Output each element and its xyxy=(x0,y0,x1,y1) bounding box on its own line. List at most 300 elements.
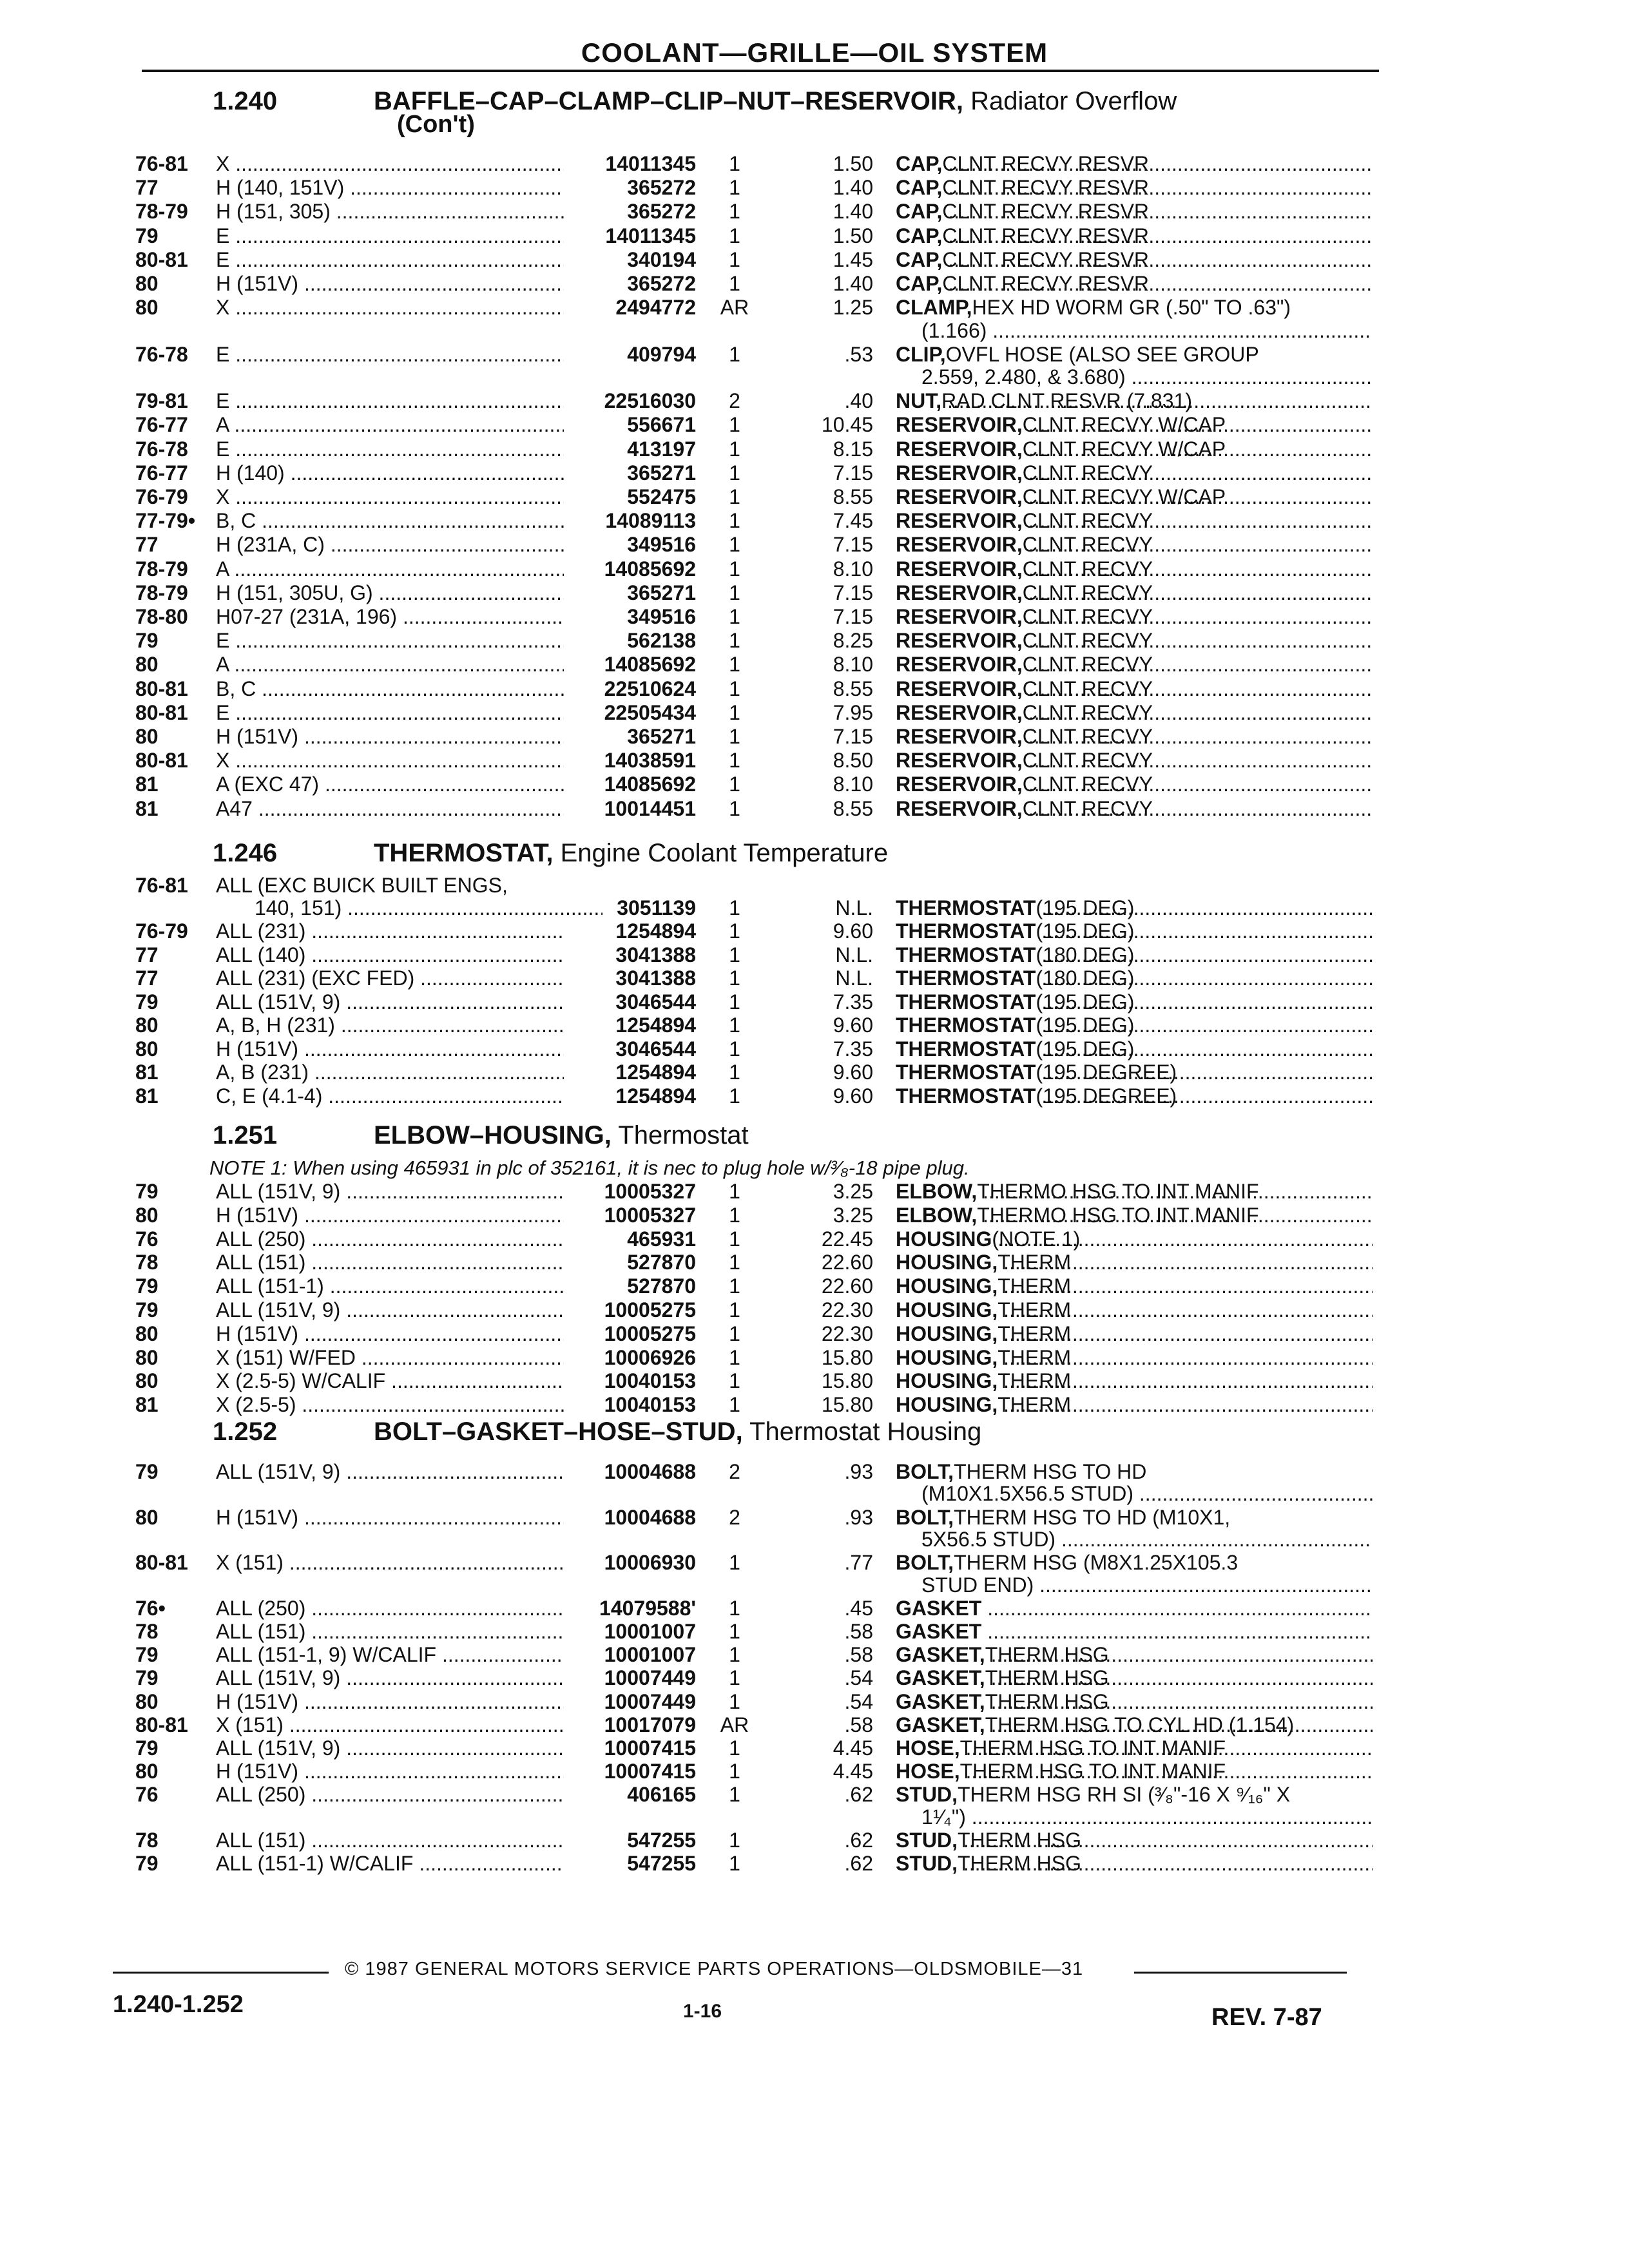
description xyxy=(896,532,1373,557)
description-keyword: CAP, xyxy=(896,176,943,200)
application: A ..... xyxy=(216,412,564,437)
table-row xyxy=(0,532,1629,557)
description-text: CLNT RECVY RESVR xyxy=(942,247,1150,271)
description-text: THERM xyxy=(998,1369,1071,1393)
price: .53 xyxy=(844,342,873,366)
description xyxy=(896,628,1373,653)
part-number: 365271 xyxy=(627,461,696,485)
description-keyword: RESERVOIR, xyxy=(896,653,1023,677)
description-keyword: CLAMP, xyxy=(896,296,972,320)
quantity: 1 xyxy=(729,629,740,653)
price: 7.45 xyxy=(833,509,873,533)
part-number: 3046544 xyxy=(615,990,696,1014)
table-row-continuation xyxy=(0,896,1629,920)
application: X (2.5-5) W/CALIF ..... xyxy=(216,1369,564,1393)
quantity: 1 xyxy=(729,1393,740,1417)
application: H (231A, C) ..... xyxy=(216,532,564,557)
table-row-continuation xyxy=(0,1527,1629,1552)
model-years: 79-81 xyxy=(135,389,188,413)
description xyxy=(896,1274,1373,1298)
application: H (151V) ..... xyxy=(216,1203,564,1227)
quantity: 1 xyxy=(729,224,740,247)
table-row-continuation xyxy=(0,1481,1629,1506)
description xyxy=(896,700,1373,725)
footer-section-range: 1.240-1.252 xyxy=(113,1991,244,2018)
application: E ..... xyxy=(216,247,564,272)
application: X ..... xyxy=(216,151,564,176)
quantity: 1 xyxy=(729,1014,740,1037)
description-text: THERM HSG xyxy=(985,1643,1109,1667)
quantity: 1 xyxy=(729,1369,740,1393)
description xyxy=(896,247,1373,272)
application: ALL (151) ..... xyxy=(216,1619,564,1644)
description xyxy=(896,1392,1373,1417)
footer-copyright: © 1987 GENERAL MOTORS SERVICE PARTS OPERATIONS—OLDSMOBILE—31 xyxy=(345,1959,1084,1979)
application: ALL (151-1, 9) W/CALIF ..... xyxy=(216,1642,564,1667)
model-years: 80 xyxy=(135,1505,159,1529)
table-row xyxy=(0,1392,1629,1417)
description xyxy=(896,966,1373,990)
table-row xyxy=(0,943,1629,967)
price: 8.10 xyxy=(833,653,873,677)
model-years: 79 xyxy=(135,1666,159,1690)
model-years: 80 xyxy=(135,1014,159,1037)
description-text: (NOTE 1) xyxy=(992,1227,1081,1251)
description xyxy=(896,224,1373,248)
description xyxy=(896,1298,1373,1322)
price: 8.55 xyxy=(833,677,873,700)
description-text: THERM xyxy=(998,1298,1071,1321)
table-row xyxy=(0,1851,1629,1876)
quantity: 1 xyxy=(729,1084,740,1108)
price: 7.15 xyxy=(833,581,873,604)
description xyxy=(896,1321,1373,1346)
application: B, C ..... xyxy=(216,677,564,701)
part-number: 465931 xyxy=(627,1227,696,1251)
model-years: 76 xyxy=(135,1783,159,1807)
model-years: 77-79• xyxy=(135,509,196,533)
description-text: THERM xyxy=(998,1274,1071,1298)
description xyxy=(896,1369,1373,1393)
part-number: 10005327 xyxy=(604,1180,696,1203)
quantity: 1 xyxy=(729,1274,740,1298)
price: 1.50 xyxy=(833,152,873,175)
application: ALL (250) ..... xyxy=(216,1227,564,1251)
part-number: 14038591 xyxy=(604,749,696,773)
model-years: 78-79 xyxy=(135,200,188,224)
part-number: 1254894 xyxy=(615,1084,696,1108)
application: H (151V) ..... xyxy=(216,1505,564,1530)
table-row xyxy=(0,772,1629,796)
table-row xyxy=(0,677,1629,701)
part-number: 10006930 xyxy=(604,1551,696,1575)
description xyxy=(896,1227,1373,1251)
application: ALL (151V, 9) ..... xyxy=(216,1459,564,1484)
application: E ..... xyxy=(216,342,564,367)
table-row xyxy=(0,247,1629,272)
description-keyword: HOUSING, xyxy=(896,1251,998,1274)
page-title: COOLANT—GRILLE—OIL SYSTEM xyxy=(581,37,1048,68)
footer-rule-left xyxy=(113,1972,329,1974)
section-title xyxy=(374,1418,981,1446)
description xyxy=(896,485,1373,509)
model-years: 79 xyxy=(135,1643,159,1667)
application: ALL (231) (EXC FED) ..... xyxy=(216,966,564,990)
description-keyword: RESERVOIR, xyxy=(896,749,1023,773)
description-text: CLNT RECVY W/CAP xyxy=(1022,437,1226,461)
part-number: 547255 xyxy=(627,1852,696,1876)
section-title-rest: Radiator Overflow xyxy=(963,87,1177,115)
price: 22.60 xyxy=(821,1251,873,1274)
description-text: CLNT RECVY RESVR xyxy=(942,224,1150,247)
description-keyword: GASKET, xyxy=(896,1713,985,1736)
part-number: 10004688 xyxy=(604,1460,696,1483)
table-row xyxy=(0,700,1629,725)
part-number: 3051139 xyxy=(617,896,696,919)
description-keyword: HOUSING xyxy=(896,1227,992,1251)
application: H (151, 305U, G) ..... xyxy=(216,581,564,605)
description-text: CLNT RECVY xyxy=(1022,461,1153,485)
description-text: THERM HSG TO HD xyxy=(954,1460,1147,1483)
model-years: 78 xyxy=(135,1251,159,1274)
description xyxy=(896,557,1373,581)
section-number: 1.246 xyxy=(213,839,278,867)
price: .54 xyxy=(844,1666,873,1690)
price: .54 xyxy=(844,1689,873,1713)
model-years: 76-81 xyxy=(135,874,188,897)
description-text: THERM HSG TO CYL HD (1.154) xyxy=(985,1713,1295,1736)
table-row xyxy=(0,1782,1629,1807)
model-years: 77 xyxy=(135,176,159,200)
description-text: (195 DEGREE) xyxy=(1036,1084,1177,1108)
description-keyword: THERMOSTAT xyxy=(896,919,1036,943)
table-row xyxy=(0,652,1629,677)
application: ALL (151-1) ..... xyxy=(216,1274,564,1298)
description-keyword: BOLT, xyxy=(896,1551,954,1575)
description-text: THERM HSG TO HD (M10X1, xyxy=(954,1505,1231,1529)
description xyxy=(896,896,1373,920)
description-keyword: RESERVOIR, xyxy=(896,581,1023,604)
part-number: 552475 xyxy=(627,485,696,509)
description-keyword: RESERVOIR, xyxy=(896,533,1023,557)
part-number: 10017079 xyxy=(604,1713,696,1736)
quantity: AR xyxy=(720,296,749,320)
description xyxy=(896,1060,1373,1084)
part-number: 10001007 xyxy=(604,1619,696,1643)
description-text: THERMO HSG TO INT MANIF xyxy=(977,1203,1259,1227)
description-text: CLNT RECVY xyxy=(1022,796,1153,820)
description-keyword: GASKET, xyxy=(896,1666,985,1690)
application: ALL (151V, 9) ..... xyxy=(216,1736,564,1760)
description-text: CLNT RECVY xyxy=(1022,700,1153,724)
model-years: 78 xyxy=(135,1619,159,1643)
part-number: 10006926 xyxy=(604,1345,696,1369)
description-keyword: CLIP, xyxy=(896,342,946,366)
quantity: 1 xyxy=(729,749,740,773)
description xyxy=(896,724,1373,749)
description xyxy=(896,1619,1373,1644)
table-row xyxy=(0,437,1629,461)
table-row xyxy=(0,461,1629,485)
table-row xyxy=(0,1759,1629,1783)
application: X (151) ..... xyxy=(216,1550,564,1575)
part-number: 349516 xyxy=(627,533,696,557)
model-years: 81 xyxy=(135,1061,159,1084)
model-years: 79 xyxy=(135,990,159,1014)
part-number: 409794 xyxy=(627,342,696,366)
application: H (151V) ..... xyxy=(216,724,564,749)
quantity: 1 xyxy=(729,1619,740,1643)
table-row xyxy=(0,508,1629,533)
section-title xyxy=(374,1121,749,1150)
quantity: 1 xyxy=(729,773,740,796)
price: 8.55 xyxy=(833,796,873,820)
model-years: 76-77 xyxy=(135,461,188,485)
application: ALL (151) ..... xyxy=(216,1828,564,1852)
model-years: 80-81 xyxy=(135,700,188,724)
description-text: (195 DEG) xyxy=(1036,1014,1135,1037)
description xyxy=(896,1736,1373,1760)
price: 9.60 xyxy=(833,1061,873,1084)
description-text: (195 DEG) xyxy=(1036,1037,1135,1061)
description-keyword: HOSE, xyxy=(896,1760,960,1783)
model-years: 78 xyxy=(135,1828,159,1852)
table-row xyxy=(0,557,1629,581)
section-title-rest: Engine Coolant Temperature xyxy=(553,839,889,867)
model-years: 81 xyxy=(135,1393,159,1417)
description-text: CLNT RECVY xyxy=(1022,773,1153,796)
quantity: 1 xyxy=(729,1061,740,1084)
footer-revision: REV. 7-87 xyxy=(1211,2004,1322,2031)
application: H (151V) ..... xyxy=(216,1759,564,1783)
table-row xyxy=(0,1274,1629,1298)
part-number: 10004688 xyxy=(604,1505,696,1529)
section-title-rest: Thermostat Housing xyxy=(742,1418,982,1446)
part-number: 10001007 xyxy=(604,1643,696,1667)
description-keyword: HOSE, xyxy=(896,1736,960,1760)
quantity: 1 xyxy=(729,1828,740,1852)
price: .62 xyxy=(844,1852,873,1876)
description xyxy=(896,295,1373,320)
price: 9.60 xyxy=(833,1014,873,1037)
description-keyword: CAP, xyxy=(896,152,943,175)
application: E ..... xyxy=(216,628,564,653)
price: N.L. xyxy=(835,966,873,990)
part-number: 10005275 xyxy=(604,1298,696,1321)
price: 3.25 xyxy=(833,1180,873,1203)
model-years: 80 xyxy=(135,1760,159,1783)
application: A ..... xyxy=(216,652,564,677)
description-text: (195 DEG) xyxy=(1036,990,1135,1014)
description-keyword: GASKET xyxy=(896,1596,982,1620)
quantity: 1 xyxy=(729,677,740,700)
section-number: 1.252 xyxy=(213,1418,278,1446)
application: ALL (231) ..... xyxy=(216,919,564,943)
price: 1.40 xyxy=(833,200,873,224)
model-years: 81 xyxy=(135,1084,159,1108)
title-rule xyxy=(142,70,1379,72)
price: 7.35 xyxy=(833,1037,873,1061)
quantity: 1 xyxy=(729,1227,740,1251)
application: C, E (4.1-4) ..... xyxy=(216,1084,564,1108)
description-text: (195 DEG) xyxy=(1036,919,1135,943)
table-row xyxy=(0,295,1629,320)
table-row xyxy=(0,1321,1629,1346)
table-row xyxy=(0,581,1629,605)
description xyxy=(896,1759,1373,1783)
price: 7.15 xyxy=(833,605,873,629)
model-years: 80-81 xyxy=(135,1551,188,1575)
description-keyword: HOUSING, xyxy=(896,1393,998,1417)
model-years: 81 xyxy=(135,773,159,796)
price: 8.10 xyxy=(833,773,873,796)
description xyxy=(896,581,1373,605)
price: .93 xyxy=(844,1505,873,1529)
description-keyword: THERMOSTAT xyxy=(896,990,1036,1014)
section-title-bold: ELBOW–HOUSING, xyxy=(374,1121,612,1149)
application: H (151V) ..... xyxy=(216,1321,564,1346)
table-row xyxy=(0,1666,1629,1690)
application: H (140) ..... xyxy=(216,461,564,485)
part-number: 562138 xyxy=(627,629,696,653)
description-keyword: BOLT, xyxy=(896,1505,954,1529)
application: ALL (151) ..... xyxy=(216,1250,564,1274)
model-years: 78-79 xyxy=(135,557,188,581)
model-years: 80 xyxy=(135,1321,159,1345)
model-years: 80-81 xyxy=(135,677,188,700)
quantity: 1 xyxy=(729,413,740,437)
description xyxy=(896,943,1373,967)
model-years: 79 xyxy=(135,1852,159,1876)
table-row xyxy=(0,748,1629,773)
description xyxy=(896,677,1373,701)
model-years: 79 xyxy=(135,1736,159,1760)
description xyxy=(896,342,1373,367)
description-text: CLNT RECVY xyxy=(1022,653,1153,677)
table-row xyxy=(0,342,1629,367)
description xyxy=(896,919,1373,943)
application: E ..... xyxy=(216,700,564,725)
application: H (151V) ..... xyxy=(216,1689,564,1714)
quantity: 1 xyxy=(729,557,740,581)
description xyxy=(896,1250,1373,1274)
description-text: CLNT RECVY xyxy=(1022,605,1153,629)
model-years: 77 xyxy=(135,966,159,990)
part-number: 10005275 xyxy=(604,1321,696,1345)
quantity: 1 xyxy=(729,437,740,461)
description xyxy=(896,796,1373,821)
price: 10.45 xyxy=(821,413,873,437)
part-number: 22510624 xyxy=(604,677,696,700)
model-years: 80 xyxy=(135,1203,159,1227)
description-text: CLNT RECVY xyxy=(1022,725,1153,749)
model-years: 80 xyxy=(135,1345,159,1369)
table-row xyxy=(0,1736,1629,1760)
description-text: CLNT RECVY RESVR xyxy=(942,200,1150,224)
table-row xyxy=(0,1596,1629,1620)
application: H (151V) ..... xyxy=(216,1037,564,1061)
application: ALL (151V, 9) ..... xyxy=(216,1179,564,1204)
description-text: (180 DEG) xyxy=(1036,943,1135,966)
table-row xyxy=(0,389,1629,413)
description-keyword: RESERVOIR, xyxy=(896,509,1023,533)
quantity: 1 xyxy=(729,1643,740,1667)
description-text: THERM HSG xyxy=(985,1689,1109,1713)
quantity: 1 xyxy=(729,1037,740,1061)
application-continued: 140, 151) ..... xyxy=(255,896,602,920)
description-text: CLNT RECVY xyxy=(1022,533,1153,557)
application: A, B, H (231) ..... xyxy=(216,1013,564,1037)
part-number: 365272 xyxy=(627,272,696,295)
quantity: 2 xyxy=(729,389,740,413)
description-keyword: GASKET, xyxy=(896,1689,985,1713)
section-title xyxy=(374,839,888,868)
description-text: OVFL HOSE (ALSO SEE GROUP xyxy=(945,342,1259,366)
table-row xyxy=(0,1250,1629,1274)
description-keyword: THERMOSTAT xyxy=(896,1037,1036,1061)
table-row xyxy=(0,1619,1629,1644)
description-keyword: GASKET xyxy=(896,1619,982,1643)
model-years: 76-78 xyxy=(135,342,188,366)
model-years: 80-81 xyxy=(135,247,188,271)
part-number: 349516 xyxy=(627,605,696,629)
quantity: 1 xyxy=(729,1852,740,1876)
description-keyword: ELBOW, xyxy=(896,1203,978,1227)
description-keyword: RESERVOIR, xyxy=(896,557,1023,581)
description-text: THERM HSG xyxy=(958,1852,1081,1876)
table-row xyxy=(0,1013,1629,1037)
description-keyword: ELBOW, xyxy=(896,1180,978,1203)
part-number: 14011345 xyxy=(605,152,696,175)
description-keyword: STUD, xyxy=(896,1828,958,1852)
part-number: 365271 xyxy=(627,581,696,604)
part-number: 406165 xyxy=(627,1783,696,1807)
quantity: 1 xyxy=(729,200,740,224)
table-row xyxy=(0,604,1629,629)
table-row-continuation xyxy=(0,318,1629,343)
price: 9.60 xyxy=(833,1084,873,1108)
description xyxy=(896,1037,1373,1061)
table-row xyxy=(0,1179,1629,1204)
description-continued: 2.559, 2.480, & 3.680) ..... xyxy=(921,365,1373,389)
part-number: 22516030 xyxy=(604,389,696,413)
table-row xyxy=(0,966,1629,990)
description-keyword: RESERVOIR, xyxy=(896,677,1023,700)
price: .45 xyxy=(844,1596,873,1620)
part-number: 3041388 xyxy=(615,966,696,990)
table-row xyxy=(0,1298,1629,1322)
quantity: 1 xyxy=(729,605,740,629)
application: A (EXC 47) ..... xyxy=(216,772,564,796)
table-row xyxy=(0,724,1629,749)
application: ALL (EXC BUICK BUILT ENGS, xyxy=(216,874,508,897)
quantity: 1 xyxy=(729,176,740,200)
description-text: CLNT RECVY xyxy=(1022,581,1153,604)
part-number: 413197 xyxy=(627,437,696,461)
part-number: 14085692 xyxy=(604,653,696,677)
model-years: 79 xyxy=(135,224,159,247)
part-number: 10040153 xyxy=(604,1369,696,1393)
price: 1.25 xyxy=(833,296,873,320)
application: A, B (231) ..... xyxy=(216,1060,564,1084)
quantity: AR xyxy=(720,1713,749,1736)
model-years: 76-79 xyxy=(135,485,188,509)
model-years: 76-78 xyxy=(135,437,188,461)
description-text: THERM HSG TO INT MANIF xyxy=(959,1736,1226,1760)
description-text: CLNT RECVY RESVR xyxy=(942,152,1150,175)
description-text: (195 DEG) xyxy=(1036,896,1135,919)
price: 7.15 xyxy=(833,725,873,749)
